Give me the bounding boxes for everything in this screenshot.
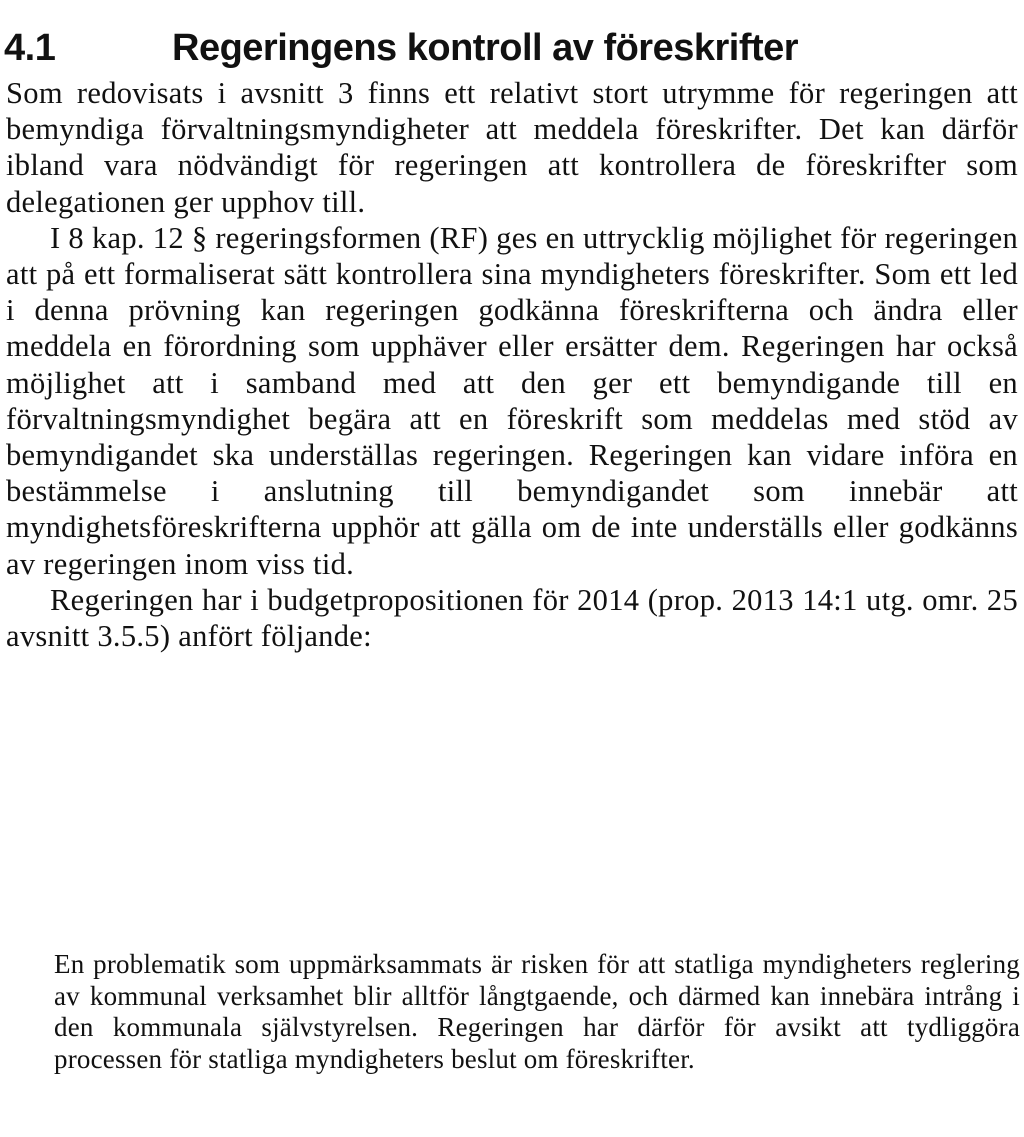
paragraph: Regeringen har i budgetpropositionen för 2014 (prop. 2013 14:1 utg. omr. 25 avsnitt 3.5.5) anfört följande: [6, 582, 1018, 654]
block-quote [54, 949, 1020, 1075]
quote-text: En problematik som uppmärksammats är risken för att statliga myndigheters reglering av kommunal verksamhet blir alltför långtgaende, och därmed kan innebära intrång i den kommunala självstyrelsen. Regeringen har därför för avsikt att tydliggöra processen för statliga myndigheters beslut om föreskrifter. [54, 949, 1020, 1074]
section-number: 4.1 [4, 27, 56, 70]
body-text [6, 75, 1018, 654]
section-title: Regeringens kontroll av föreskrifter [172, 27, 799, 70]
paragraph: Som redovisats i avsnitt 3 finns ett relativt stort utrymme för regeringen att bemyndiga förvaltningsmyndigheter att meddela föreskrifter. Det kan därför ibland vara nödvändigt för regeringen att kontrollera de föreskrifter som delegationen ger upphov till. [6, 76, 1018, 219]
section-heading [4, 25, 1020, 71]
paragraph: I 8 kap. 12 § regeringsformen (RF) ges en uttrycklig möjlighet för regeringen att på ett formaliserat sätt kontrollera sina myndigheters föreskrifter. Som ett led i denna prövning kan regeringen godkänna föreskrifterna och ändra eller meddela en förordning som upphäver eller ersätter dem. Regeringen har också möjlighet att i samband med att den ger ett bemyndigande till en förvaltningsmyndighet begära att en föreskrift som meddelas med stöd av bemyndigandet ska underställas regeringen. Regeringen kan vidare införa en bestämmelse i anslutning till bemyndigandet som innebär att myndighetsföreskrifterna upphör att gälla om de inte underställs eller godkänns av regeringen inom viss tid. [6, 220, 1018, 581]
